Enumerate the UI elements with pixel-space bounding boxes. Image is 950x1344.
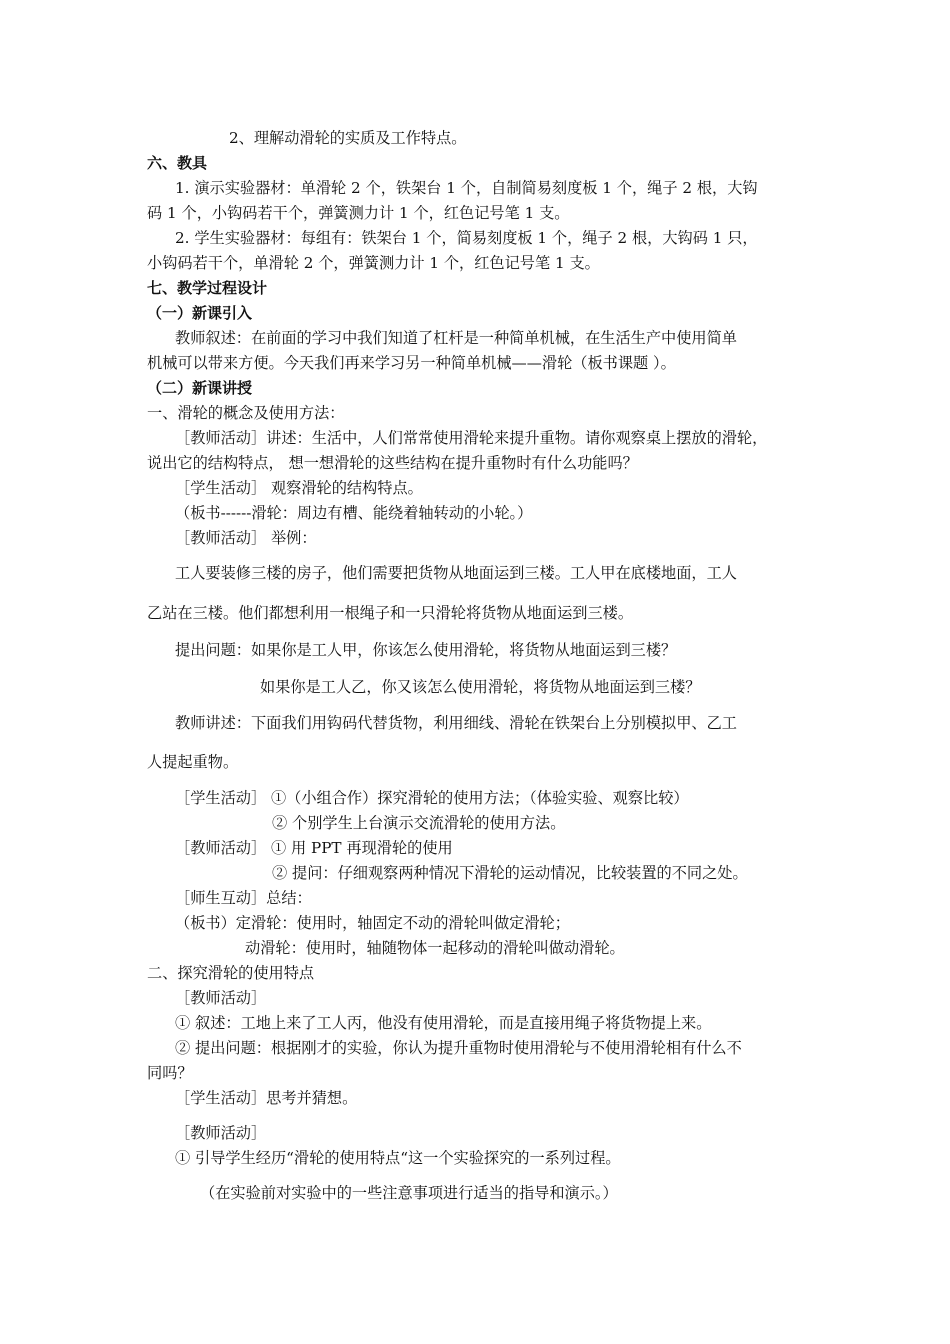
example-paragraph-line2: 乙站在三楼。他们都想利用一根绳子和一只滑轮将货物从地面运到三楼。: [147, 604, 633, 622]
question-worker-a: 提出问题：如果你是工人甲，你该怎么使用滑轮，将货物从地面运到三楼？: [175, 641, 677, 659]
student-equipment-line2: 小钩码若干个，单滑轮 2 个，弹簧测力计 1 个，红色记号笔 1 支。: [147, 254, 600, 272]
student-activity-observe: ［学生活动］ 观察滑轮的结构特点。: [175, 479, 423, 497]
demo-equipment-line1: 1. 演示实验器材：单滑轮 2 个，铁架台 1 个，自制简易刻度板 1 个，绳子 2 根，大钩: [175, 179, 758, 197]
student-activity-explore: ［学生活动］ ①（小组合作）探究滑轮的使用方法；（体验实验、观察比较）: [175, 789, 689, 807]
part-two-heading: 二、探究滑轮的使用特点: [147, 964, 315, 982]
board-note-movable-pulley: 动滑轮：使用时，轴随物体一起移动的滑轮叫做动滑轮。: [245, 939, 625, 957]
teacher-explain-line2: 人提起重物。: [147, 753, 239, 771]
teacher-activity-ppt: ［教师活动］ ① 用 PPT 再现滑轮的使用: [175, 839, 453, 857]
subheading-intro: （一）新课引入: [147, 304, 253, 322]
question-difference-line1: ② 提出问题：根据刚才的实验，你认为提升重物时使用滑轮与不使用滑轮相有什么不: [175, 1039, 742, 1057]
intro-paragraph-line1: 教师叙述：在前面的学习中我们知道了杠杆是一种简单机械，在生活生产中使用简单: [175, 329, 737, 347]
board-note-pulley: （板书------滑轮：周边有槽、能绕着轴转动的小轮。）: [175, 504, 533, 522]
intro-paragraph-line2: 机械可以带来方便。今天我们再来学习另一种简单机械——滑轮（板书课题 ）。: [147, 354, 676, 372]
experiment-note: （在实验前对实验中的一些注意事项进行适当的指导和演示。）: [200, 1184, 618, 1202]
section-heading-process: 七、教学过程设计: [147, 279, 268, 297]
section-heading-teaching-aids: 六、教具: [147, 154, 208, 172]
interaction-summary: ［师生互动］总结：: [175, 889, 312, 907]
student-activity-guess: ［学生活动］思考并猜想。: [175, 1089, 358, 1107]
part-one-heading: 一、滑轮的概念及使用方法：: [147, 404, 345, 422]
teacher-explain-line1: 教师讲述：下面我们用钩码代替货物，利用细线、滑轮在铁架台上分别模拟甲、乙工: [175, 714, 737, 732]
teacher-activity-label-2: ［教师活动］: [175, 1124, 267, 1142]
student-activity-demo: ② 个别学生上台演示交流滑轮的使用方法。: [272, 814, 566, 832]
question-difference-line2: 同吗？: [147, 1064, 193, 1082]
subheading-new-lesson: （二）新课讲授: [147, 379, 253, 397]
example-paragraph-line1: 工人要装修三楼的房子，他们需要把货物从地面运到三楼。工人甲在底楼地面，工人: [175, 564, 737, 582]
teacher-activity-label-1: ［教师活动］: [175, 989, 267, 1007]
question-worker-b: 如果你是工人乙，你又该怎么使用滑轮，将货物从地面运到三楼？: [260, 678, 701, 696]
teacher-activity-line2: 说出它的结构特点， 想一想滑轮的这些结构在提升重物时有什么功能吗？: [147, 454, 638, 472]
board-note-fixed-pulley: （板书）定滑轮：使用时，轴固定不动的滑轮叫做定滑轮；: [175, 914, 570, 932]
narrate-worker-c: ① 叙述：工地上来了工人丙，他没有使用滑轮，而是直接用绳子将货物提上来。: [175, 1014, 712, 1032]
guide-experiment: ① 引导学生经历“滑轮的使用特点“这一个实验探究的一系列过程。: [175, 1149, 621, 1167]
teacher-activity-question: ② 提问：仔细观察两种情况下滑轮的运动情况，比较装置的不同之处。: [272, 864, 748, 882]
demo-equipment-line2: 码 1 个，小钩码若干个，弹簧测力计 1 个，红色记号笔 1 支。: [147, 204, 570, 222]
teacher-activity-example: ［教师活动］ 举例：: [175, 529, 317, 547]
objective-2: 2、理解动滑轮的实质及工作特点。: [229, 129, 467, 147]
teacher-activity-line1: ［教师活动］讲述：生活中，人们常常使用滑轮来提升重物。请你观察桌上摆放的滑轮，: [175, 429, 768, 447]
student-equipment-line1: 2. 学生实验器材：每组有：铁架台 1 个，简易刻度板 1 个，绳子 2 根，大钩码 1 只，: [175, 229, 758, 247]
